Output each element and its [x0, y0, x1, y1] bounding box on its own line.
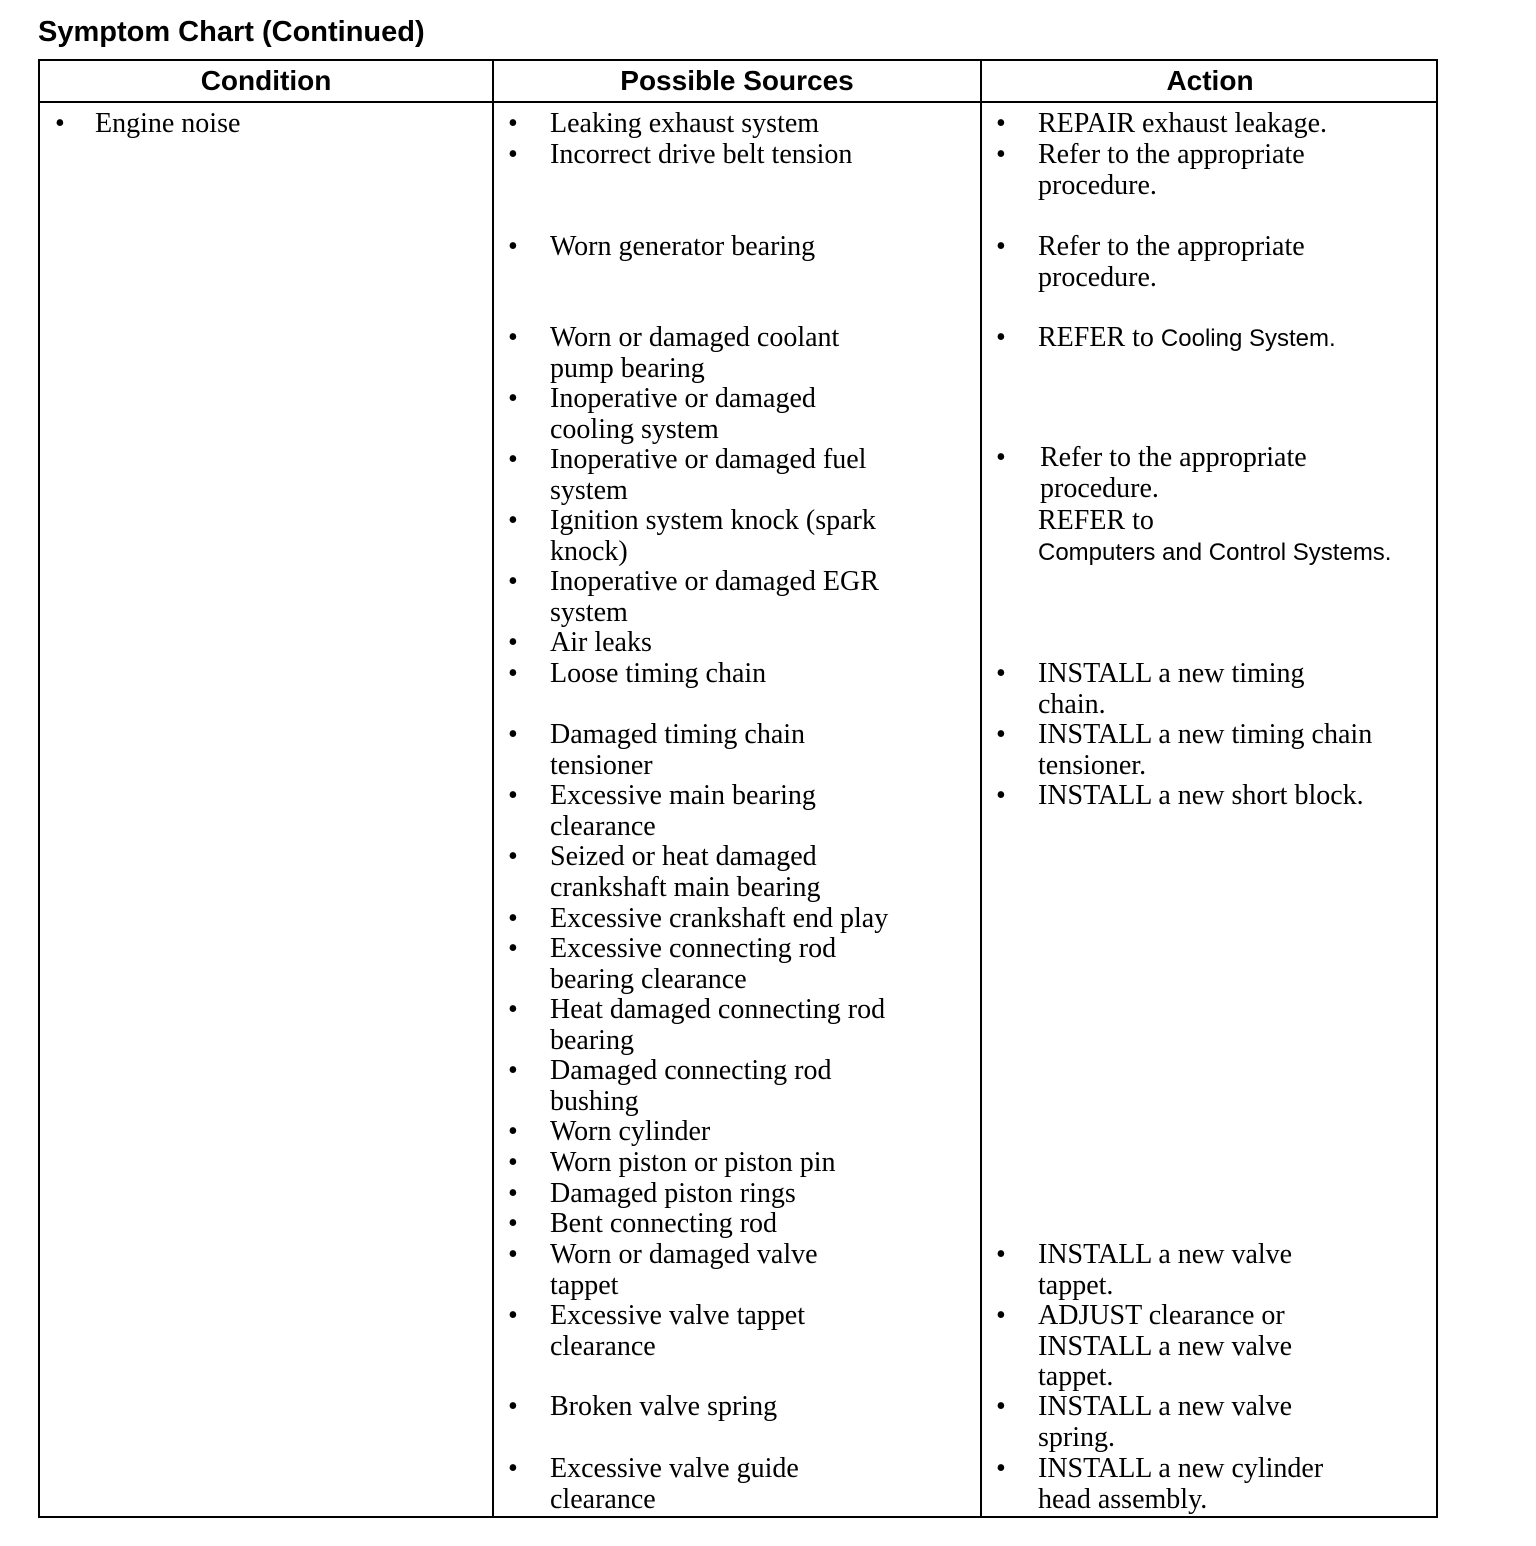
possible-source-item [550, 1179, 796, 1210]
source-line: Worn generator bearing [550, 231, 816, 262]
source-line: tappet [550, 1269, 619, 1301]
source-line: bushing [550, 1085, 639, 1117]
action-line: tensioner. [1038, 749, 1147, 781]
action-line [1038, 537, 1391, 569]
source-bullet: • [508, 1391, 518, 1422]
action-line: REFER to [1038, 505, 1154, 536]
source-line: clearance [550, 1330, 656, 1362]
action-line: INSTALL a new timing [1038, 658, 1305, 689]
action-item [1038, 1392, 1292, 1453]
source-line: Air leaks [550, 627, 652, 658]
header-divider [40, 101, 1436, 103]
action-bullet: • [996, 1239, 1006, 1270]
source-bullet: • [508, 139, 518, 170]
action-item [1038, 1301, 1292, 1393]
possible-source-item [550, 323, 839, 384]
source-line: crankshaft main bearing [550, 871, 821, 903]
source-bullet: • [508, 1239, 518, 1270]
action-line: procedure. [1038, 169, 1157, 201]
source-line: Incorrect drive belt tension [550, 139, 853, 170]
possible-source-item [550, 659, 766, 690]
source-line: Loose timing chain [550, 658, 767, 689]
source-line: Heat damaged connecting rod [550, 994, 886, 1025]
source-line: Excessive valve tappet [550, 1300, 806, 1331]
source-bullet: • [508, 1147, 518, 1178]
source-line: tensioner [550, 749, 653, 781]
source-line: bearing clearance [550, 963, 747, 995]
possible-source-item [550, 1209, 777, 1240]
action-line: procedure. [1040, 472, 1159, 504]
reference-section-name: Computers and Control Systems. [1038, 538, 1392, 566]
source-bullet: • [508, 994, 518, 1025]
source-line: Excessive connecting rod [550, 933, 837, 964]
action-line: REPAIR exhaust leakage. [1038, 108, 1328, 139]
page-title: Symptom Chart (Continued) [38, 16, 425, 48]
possible-source-item [550, 995, 885, 1056]
source-line: system [550, 474, 628, 506]
source-bullet: • [508, 780, 518, 811]
source-line: Inoperative or damaged EGR [550, 566, 879, 597]
source-line: Bent connecting rod [550, 1208, 778, 1239]
source-bullet: • [508, 322, 518, 353]
possible-source-item [550, 842, 821, 903]
action-line: Refer to the appropriate [1040, 442, 1307, 473]
source-line: Worn piston or piston pin [550, 1147, 836, 1178]
possible-source-item [550, 1240, 818, 1301]
action-item [1038, 506, 1391, 568]
possible-source-item [550, 232, 815, 263]
source-bullet: • [508, 658, 518, 689]
action-text: REFER to [1038, 322, 1161, 353]
source-line: Excessive main bearing [550, 780, 816, 811]
possible-source-item [550, 628, 652, 659]
possible-source-item [550, 1117, 710, 1148]
source-bullet: • [508, 383, 518, 414]
possible-source-item [550, 506, 876, 567]
source-bullet: • [508, 1300, 518, 1331]
source-line: Worn or damaged valve [550, 1239, 818, 1270]
source-line: Inoperative or damaged fuel [550, 444, 867, 475]
action-bullet: • [996, 1391, 1006, 1422]
possible-source-item [550, 445, 866, 506]
header-condition: Condition [200, 65, 332, 96]
action-line: tappet. [1038, 1269, 1114, 1301]
source-bullet: • [508, 933, 518, 964]
source-line: pump bearing [550, 352, 705, 384]
source-line: cooling system [550, 413, 719, 445]
source-line: Excessive valve guide [550, 1453, 799, 1484]
action-line: chain. [1038, 688, 1106, 720]
action-item [1038, 720, 1372, 781]
source-line: clearance [550, 1483, 656, 1515]
column-divider [980, 61, 982, 1516]
source-bullet: • [508, 566, 518, 597]
possible-source-item [550, 384, 816, 445]
header-possible-sources: Possible Sources [620, 65, 854, 96]
possible-source-item [550, 1148, 836, 1179]
source-line: system [550, 596, 628, 628]
action-item [1038, 109, 1327, 140]
action-bullet: • [996, 1300, 1006, 1331]
source-line: Ignition system knock (spark [550, 505, 876, 536]
action-item [1038, 323, 1336, 355]
action-item [1038, 1454, 1323, 1515]
source-line: Damaged timing chain [550, 719, 806, 750]
source-bullet: • [508, 231, 518, 262]
source-bullet: • [508, 841, 518, 872]
source-bullet: • [508, 719, 518, 750]
header-action: Action [1166, 65, 1254, 96]
condition-bullet: • [55, 108, 65, 139]
source-line: Excessive crankshaft end play [550, 903, 889, 934]
possible-source-item [550, 140, 852, 171]
action-item [1038, 140, 1305, 201]
source-bullet: • [508, 505, 518, 536]
source-bullet: • [508, 903, 518, 934]
source-bullet: • [508, 627, 518, 658]
source-bullet: • [508, 444, 518, 475]
action-line: Refer to the appropriate [1038, 139, 1305, 170]
source-line: Damaged connecting rod [550, 1055, 832, 1086]
source-line: bearing [550, 1024, 634, 1056]
action-line: INSTALL a new short block. [1038, 780, 1364, 811]
action-bullet: • [996, 139, 1006, 170]
action-item [1038, 781, 1364, 812]
action-bullet: • [996, 719, 1006, 750]
source-bullet: • [508, 1208, 518, 1239]
possible-source-item [550, 720, 805, 781]
source-line: clearance [550, 810, 656, 842]
source-line: Leaking exhaust system [550, 108, 820, 139]
action-bullet: • [996, 780, 1006, 811]
source-bullet: • [508, 108, 518, 139]
action-line: head assembly. [1038, 1483, 1208, 1515]
source-line: Worn or damaged coolant [550, 322, 840, 353]
source-line: Damaged piston rings [550, 1178, 796, 1209]
action-line: INSTALL a new cylinder [1038, 1453, 1324, 1484]
action-line: tappet. [1038, 1361, 1114, 1392]
action-line: INSTALL a new valve [1038, 1391, 1293, 1422]
action-bullet: • [996, 322, 1006, 353]
action-bullet: • [996, 231, 1006, 262]
action-bullet: • [996, 1453, 1006, 1484]
action-bullet: • [996, 658, 1006, 689]
action-line: procedure. [1038, 261, 1157, 293]
condition-engine-noise: Engine noise [95, 108, 241, 139]
source-bullet: • [508, 1453, 518, 1484]
symptom-table [38, 59, 1438, 1518]
action-item [1040, 443, 1307, 504]
reference-section-name: Cooling System. [1160, 325, 1336, 352]
possible-source-item [550, 1392, 777, 1423]
possible-source-item [550, 904, 888, 935]
possible-source-item [550, 567, 879, 628]
source-line: Worn cylinder [550, 1116, 711, 1147]
action-line: spring. [1038, 1421, 1115, 1453]
possible-source-item [550, 1454, 799, 1515]
possible-source-item [550, 109, 819, 140]
action-item [1038, 1240, 1292, 1301]
action-bullet: • [996, 442, 1006, 473]
action-item [1038, 659, 1305, 720]
action-item [1038, 232, 1305, 293]
source-line: Inoperative or damaged [550, 383, 816, 414]
action-line [1038, 323, 1336, 355]
action-line: INSTALL a new valve [1038, 1330, 1293, 1362]
action-line: INSTALL a new valve [1038, 1239, 1293, 1270]
column-divider [492, 61, 494, 1516]
action-line: ADJUST clearance or [1038, 1300, 1285, 1331]
action-line: INSTALL a new timing chain [1038, 719, 1373, 750]
source-line: Broken valve spring [550, 1391, 778, 1422]
source-line: Seized or heat damaged [550, 841, 817, 872]
source-bullet: • [508, 1178, 518, 1209]
source-bullet: • [508, 1055, 518, 1086]
source-bullet: • [508, 1116, 518, 1147]
possible-source-item [550, 1301, 805, 1362]
possible-source-item [550, 934, 836, 995]
action-bullet: • [996, 108, 1006, 139]
possible-source-item [550, 781, 816, 842]
possible-source-item [550, 1056, 831, 1117]
source-line: knock) [550, 535, 628, 567]
action-line: Refer to the appropriate [1038, 231, 1305, 262]
